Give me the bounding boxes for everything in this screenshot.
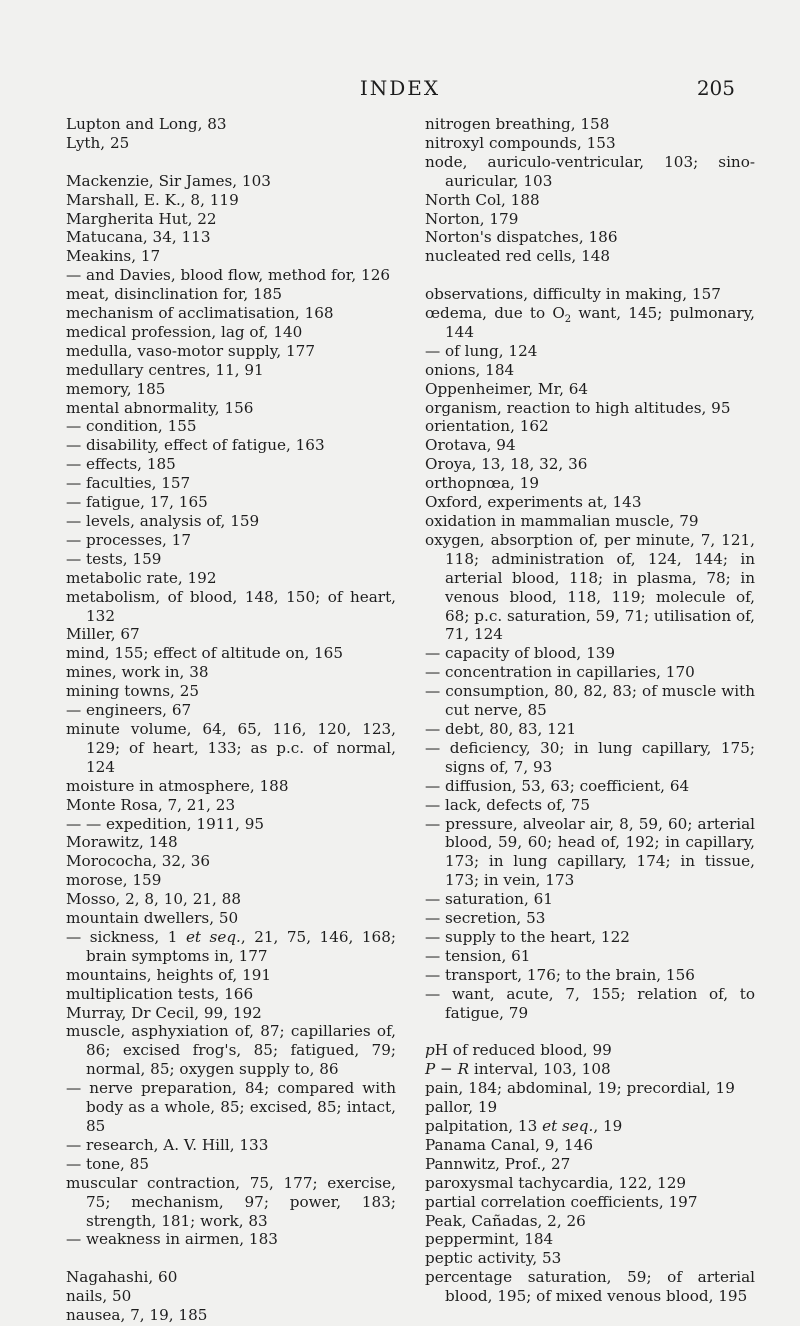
index-entry: medical profession, lag of, 140 — [66, 322, 303, 341]
index-entry: Nagahashi, 60 — [66, 1268, 178, 1287]
index-entry: oxidation in mammalian muscle, 79 — [425, 512, 699, 531]
index-entry: Meakins, 17 — [66, 247, 161, 266]
section-gap — [66, 153, 396, 172]
index-entry: — engineers, 67 — [66, 701, 192, 720]
index-entry: Oxford, experiments at, 143 — [425, 493, 642, 512]
index-entry: mind, 155; effect of altitude on, 165 — [66, 644, 344, 663]
index-entry: pain, 184; abdominal, 19; precordial, 19 — [425, 1079, 735, 1098]
index-entry: Matucana, 34, 113 — [66, 228, 211, 247]
index-column-left — [66, 115, 396, 1325]
index-entry: metabolism, of blood, 148, 150; of heart, 132 — [66, 587, 396, 625]
index-entry: — pressure, alveolar air, 8, 59, 60; arterial blood, 59, 60; head of, 192; in capillary, 173; in lung capillary, 174; in tissue, 173; in vein, 173 — [425, 814, 755, 890]
index-entry: mountain dwellers, 50 — [66, 909, 239, 928]
index-entry: — debt, 80, 83, 121 — [425, 719, 577, 738]
index-entry: organism, reaction to high altitudes, 95 — [425, 398, 731, 417]
index-entry: — condition, 155 — [66, 417, 197, 436]
index-entry: — levels, analysis of, 159 — [66, 512, 260, 531]
index-entry: Oppenheimer, Mr, 64 — [425, 379, 589, 398]
index-entry: Pannwitz, Prof., 27 — [425, 1154, 571, 1173]
index-entry: pallor, 19 — [425, 1098, 498, 1117]
index-entry: palpitation, 13 et seq., 19 — [425, 1117, 623, 1135]
index-entry: œdema, due to $O_2$ want, 145; pulmonary, 144 — [425, 304, 755, 341]
index-entry: memory, 185 — [66, 379, 166, 398]
index-entry: Lyth, 25 — [66, 133, 130, 152]
index-entry: metabolic rate, 192 — [66, 568, 217, 587]
index-entry: pH of reduced blood, 99 — [425, 1041, 612, 1060]
index-entry: — deficiency, 30; in lung capillary, 175; signs of, 7, 93 — [425, 738, 755, 776]
section-gap — [425, 266, 755, 285]
index-entry: — nerve preparation, 84; compared with body as a whole, 85; excised, 85; intact, 85 — [66, 1079, 396, 1136]
index-entry: Morococha, 32, 36 — [66, 852, 211, 871]
page-number: 205 — [696, 76, 735, 100]
index-entry: mechanism of acclimatisation, 168 — [66, 304, 334, 323]
index-entry: — faculties, 157 — [66, 474, 191, 493]
index-entry: multiplication tests, 166 — [66, 984, 254, 1003]
index-entry: observations, difficulty in making, 157 — [425, 285, 721, 304]
index-entry: Oroya, 13, 18, 32, 36 — [425, 455, 588, 474]
index-entry: orthopnœa, 19 — [425, 474, 539, 493]
index-entry: morose, 159 — [66, 871, 162, 890]
index-entry: Margherita Hut, 22 — [66, 209, 217, 228]
index-entry: nails, 50 — [66, 1287, 132, 1306]
index-entry: — and Davies, blood flow, method for, 126 — [66, 266, 391, 285]
index-entry: — transport, 176; to the brain, 156 — [425, 965, 695, 984]
index-entry: North Col, 188 — [425, 190, 540, 209]
index-entry: — consumption, 80, 82, 83; of muscle with cut nerve, 85 — [425, 682, 755, 720]
page-title: INDEX — [359, 76, 441, 100]
index-entry: — want, acute, 7, 155; relation of, to fatigue, 79 — [425, 984, 755, 1022]
index-entry: — processes, 17 — [66, 530, 191, 549]
index-entry: nausea, 7, 19, 185 — [66, 1306, 208, 1325]
index-entry: — tension, 61 — [425, 946, 531, 965]
index-entry: — tests, 159 — [66, 549, 162, 568]
index-entry: Norton, 179 — [425, 209, 519, 228]
index-entry: — lack, defects of, 75 — [425, 795, 591, 814]
index-entry: orientation, 162 — [425, 417, 549, 436]
index-entry: moisture in atmosphere, 188 — [66, 776, 289, 795]
index-entry: — disability, effect of fatigue, 163 — [66, 436, 325, 455]
index-entry: Mackenzie, Sir James, 103 — [66, 171, 271, 190]
index-entry: Panama Canal, 9, 146 — [425, 1135, 594, 1154]
index-entry: Norton's dispatches, 186 — [425, 228, 618, 247]
index-entry: mining towns, 25 — [66, 682, 200, 701]
index-entry: — of lung, 124 — [425, 341, 538, 360]
index-entry: — weakness in airmen, 183 — [66, 1230, 278, 1249]
index-entry: peptic activity, 53 — [425, 1249, 562, 1268]
index-entry: Orotava, 94 — [425, 436, 516, 455]
index-entry: onions, 184 — [425, 360, 515, 379]
index-entry: percentage saturation, 59; of arterial blood, 195; of mixed venous blood, 195 — [425, 1268, 755, 1306]
index-entry: muscle, asphyxiation of, 87; capillaries of, 86; excised frog's, 85; fatigued, 79; normal, 85; oxygen supply to, 86 — [66, 1022, 396, 1079]
index-entry: Mosso, 2, 8, 10, 21, 88 — [66, 890, 242, 909]
index-entry: peppermint, 184 — [425, 1230, 554, 1249]
index-entry: — saturation, 61 — [425, 890, 553, 909]
index-entry: Lupton and Long, 83 — [66, 115, 227, 133]
index-entry: meat, disinclination for, 185 — [66, 285, 282, 304]
index-entry: Monte Rosa, 7, 21, 23 — [66, 795, 236, 814]
index-entry: Marshall, E. K., 8, 119 — [66, 190, 239, 209]
index-entry: — sickness, 1 et seq., 21, 75, 146, 168; brain symptoms in, 177 — [66, 927, 396, 965]
index-entry: node, auriculo-ventricular, 103; sino-auricular, 103 — [425, 152, 755, 190]
index-entry: mental abnormality, 156 — [66, 398, 254, 417]
index-column-right — [425, 115, 755, 1306]
index-entry: — research, A. V. Hill, 133 — [66, 1135, 269, 1154]
index-entry: Morawitz, 148 — [66, 833, 178, 852]
index-entry: medullary centres, 11, 91 — [66, 360, 264, 379]
index-entry: — — expedition, 1911, 95 — [66, 814, 265, 833]
index-entry: muscular contraction, 75, 177; exercise, 75; mechanism, 97; power, 183; strength, 181; work, 83 — [66, 1173, 396, 1230]
index-entry: Murray, Dr Cecil, 99, 192 — [66, 1003, 262, 1022]
index-entry: — effects, 185 — [66, 455, 176, 474]
index-entry: mines, work in, 38 — [66, 663, 209, 682]
index-entry: minute volume, 64, 65, 116, 120, 123, 129; of heart, 133; as p.c. of normal, 124 — [66, 719, 396, 776]
index-entry: — tone, 85 — [66, 1154, 150, 1173]
index-entry: — capacity of blood, 139 — [425, 644, 616, 663]
running-header — [0, 76, 800, 106]
index-entry: medulla, vaso-motor supply, 177 — [66, 341, 315, 360]
index-entry: paroxysmal tachycardia, 122, 129 — [425, 1173, 687, 1192]
index-entry: nitroxyl compounds, 153 — [425, 133, 616, 152]
index-entry: — fatigue, 17, 165 — [66, 493, 208, 512]
index-entry: partial correlation coefficients, 197 — [425, 1192, 698, 1211]
index-entry: P − R interval, 103, 108 — [425, 1060, 611, 1079]
section-gap — [66, 1249, 396, 1268]
index-entry: — concentration in capillaries, 170 — [425, 663, 695, 682]
index-entry: mountains, heights of, 191 — [66, 965, 272, 984]
index-entry: — supply to the heart, 122 — [425, 927, 630, 946]
index-entry: oxygen, absorption of, per minute, 7, 121, 118; administration of, 124, 144; in arterial blood, 118; in plasma, 78; in venous blood, 118, 119; molecule of, 68; p.c. saturation, 59, 71; utilisation of, 71, 124 — [425, 530, 755, 644]
index-entry: nitrogen breathing, 158 — [425, 115, 610, 133]
index-entry: — diffusion, 53, 63; coefficient, 64 — [425, 776, 690, 795]
section-gap — [425, 1022, 755, 1041]
index-entry: Miller, 67 — [66, 625, 140, 644]
index-entry: nucleated red cells, 148 — [425, 247, 611, 266]
index-entry: — secretion, 53 — [425, 909, 546, 928]
index-entry: Peak, Cañadas, 2, 26 — [425, 1211, 586, 1230]
